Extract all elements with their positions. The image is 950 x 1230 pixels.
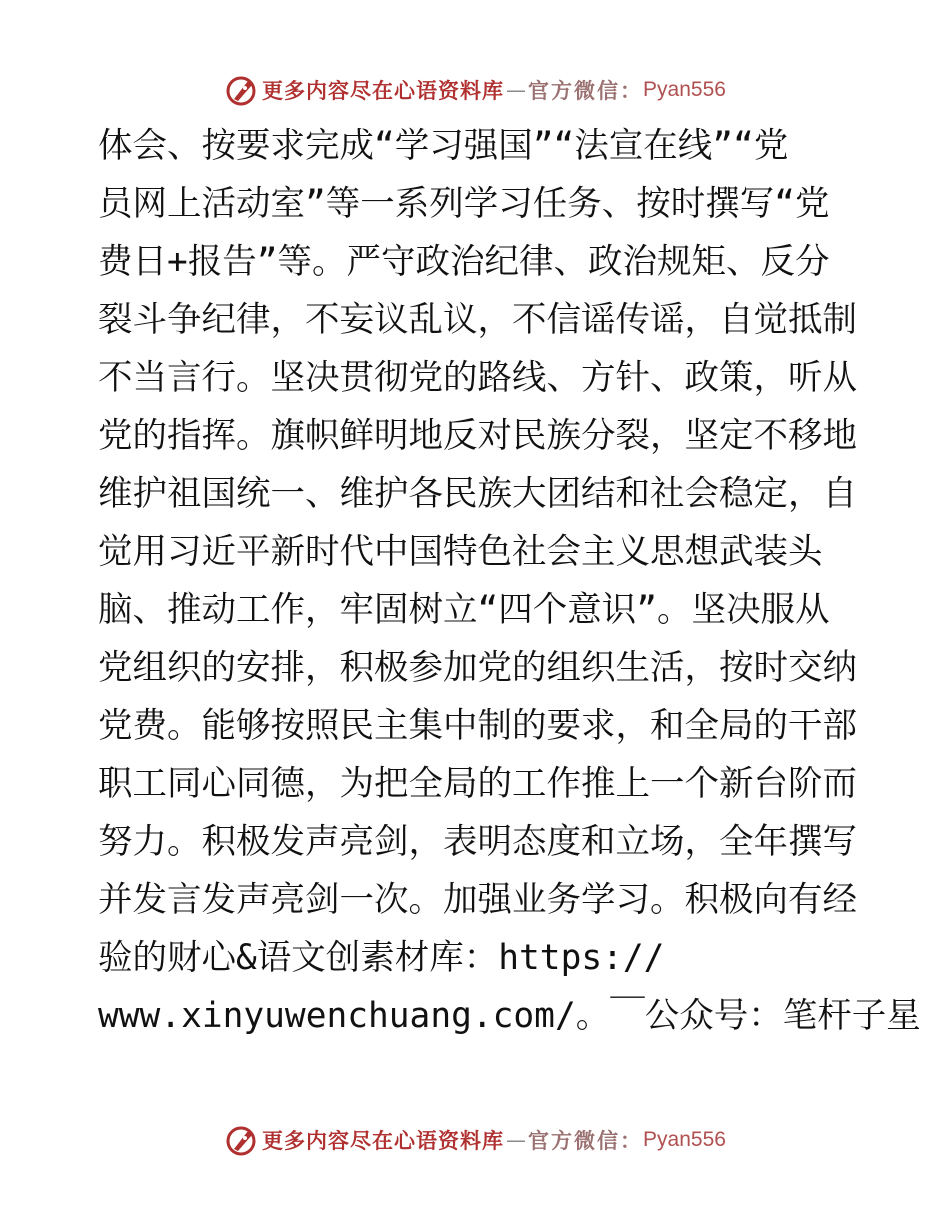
text-line: 党组织的安排，积极参加党的组织生活，按时交纳	[98, 648, 857, 688]
text-line: 体会、按要求完成“学习强国”“法宣在线”“党	[98, 126, 789, 166]
text-line: 努力。积极发声亮剑，表明态度和立场，全年撰写	[98, 822, 857, 862]
document-body	[98, 117, 921, 1045]
pen-nib-logo-icon	[224, 1123, 258, 1157]
text-line: 觉用习近平新时代中国特色社会主义思想武装头	[98, 532, 823, 572]
text-line: 维护祖国统一、维护各民族大团结和社会稳定，自	[98, 474, 857, 514]
header-banner	[0, 70, 950, 110]
banner-wechat-id: Pyan556	[643, 78, 726, 101]
text-line: 验的财心&语文创素材库：https://	[98, 938, 665, 978]
banner-wechat-id: Pyan556	[643, 1128, 726, 1151]
banner-brand-text: 更多内容尽在心语资料库	[262, 1128, 505, 1153]
banner-separator: —	[506, 78, 527, 102]
text-line: 并发言发声亮剑一次。加强业务学习。积极向有经	[98, 880, 857, 920]
text-line: 裂斗争纪律，不妄议乱议，不信谣传谣，自觉抵制	[98, 300, 857, 340]
text-line: 职工同心同德，为把全局的工作推上一个新台阶而	[98, 764, 857, 804]
text-line: www.xinyuwenchuang.com/。￣公众号：笔杆子星	[98, 996, 921, 1036]
banner-separator: —	[506, 1128, 527, 1152]
text-line: 党的指挥。旗帜鲜明地反对民族分裂，坚定不移地	[98, 416, 857, 456]
pen-nib-logo-icon	[224, 73, 258, 107]
banner-brand-text: 更多内容尽在心语资料库	[262, 78, 505, 103]
text-line: 不当言行。坚决贯彻党的路线、方针、政策，听从	[98, 358, 857, 398]
text-line: 员网上活动室”等一系列学习任务、按时撰写“党	[98, 184, 830, 224]
footer-banner	[0, 1120, 950, 1160]
text-line: 费日+报告”等。严守政治纪律、政治规矩、反分	[98, 242, 830, 282]
text-line: 脑、推动工作，牢固树立“四个意识”。坚决服从	[98, 590, 830, 630]
banner-official-label: 官方微信：	[528, 1128, 644, 1153]
text-line: 党费。能够按照民主集中制的要求，和全局的干部	[98, 706, 857, 746]
banner-official-label: 官方微信：	[528, 78, 644, 103]
